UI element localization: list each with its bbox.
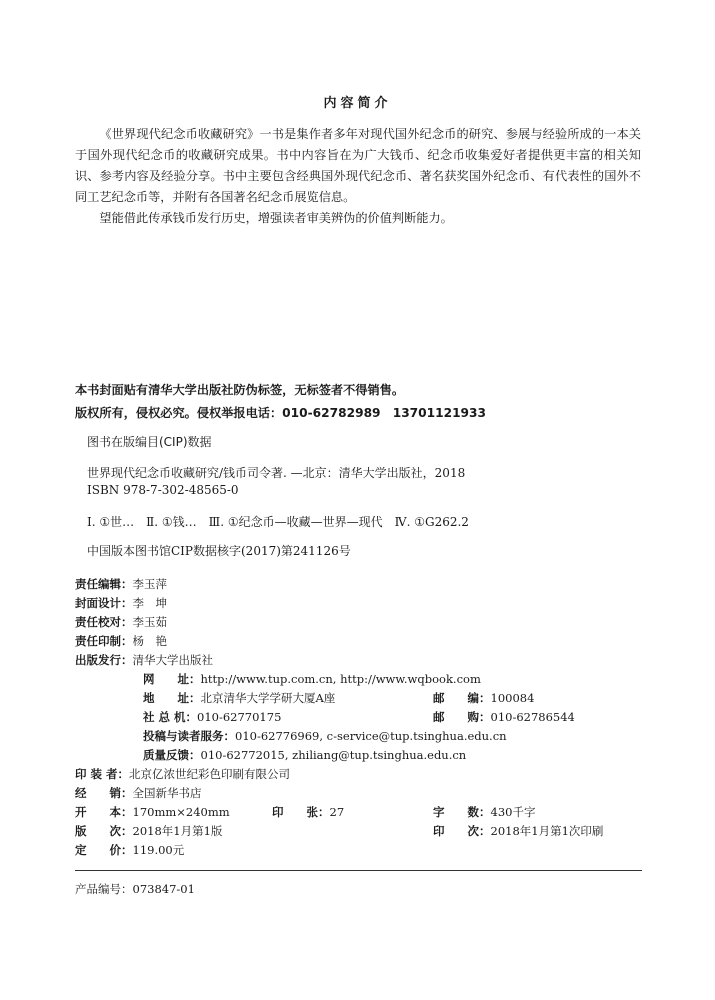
credit-proof-label: 责任校对： [75,615,133,629]
impression-label: 印 次： [433,824,491,838]
credit-cover [75,592,167,611]
publisher-postcode-label: 邮 编： [433,691,491,705]
publisher-mail-order-value: 010-62786544 [490,710,575,724]
credit-proof [75,611,167,630]
publisher-reader-service-value: 010-62776969, c-service@tup.tsinghua.edu.cn [235,729,507,743]
publisher-switchboard-value: 010-62770175 [197,710,282,724]
publisher-quality-feedback-value: 010-62772015, zhiliang@tup.tsinghua.edu.cn [200,748,467,762]
cip-classification: Ⅰ. ①世… Ⅱ. ①钱… Ⅲ. ①纪念币—收藏—世界—现代 Ⅳ. ①G262.2 [87,515,469,529]
publisher-reader-service [143,725,507,744]
publisher-postcode [433,687,534,706]
print-sheets [272,801,344,820]
copyright-notice: 版权所有，侵权必究。侵权举报电话：010-62782989 13701121933 [75,406,486,420]
summary-title: 内容简介 [323,96,392,111]
credit-print-label: 责任印制： [75,634,133,648]
divider [75,870,642,871]
publisher-address-label: 地 址： [143,691,201,705]
printer-value: 北京亿浓世纪彩色印刷有限公司 [129,767,291,781]
book-format-label: 开 本： [75,805,133,819]
credit-editor-value: 李玉萍 [132,577,167,591]
cip-heading: 图书在版编目(CIP)数据 [87,435,212,449]
publisher-quality-feedback [143,744,466,763]
edition-value: 2018年1月第1版 [132,824,223,838]
printer-label: 印 装 者： [75,767,130,781]
impression [433,820,603,839]
summary-body [75,124,641,229]
publisher-mail-order [433,706,575,725]
summary-paragraph-2: 望能借此传承钱币发行历史，增强读者审美辨伪的价值判断能力。 [99,211,453,225]
credit-publisher-label: 出版发行： [75,653,133,667]
distributor-value: 全国新华书店 [132,786,202,800]
credit-publisher-value: 清华大学出版社 [132,653,213,667]
print-sheets-label: 印 张： [272,805,330,819]
price-value: 119.00元 [132,843,185,857]
book-format [75,801,230,820]
edition [75,820,222,839]
publisher-address-value: 北京清华大学学研大厦A座 [200,691,336,705]
credit-editor [75,573,167,592]
product-code-value: 073847-01 [132,882,195,896]
printer [75,763,290,782]
publisher-switchboard [143,706,281,725]
credit-proof-value: 李玉茹 [132,615,167,629]
publisher-address [143,687,335,706]
credit-cover-label: 封面设计： [75,596,133,610]
publisher-website-label: 网 址： [143,672,201,686]
publisher-quality-feedback-label: 质量反馈： [143,748,201,762]
cip-record: 世界现代纪念币收藏研究/钱币司令著. —北京：清华大学出版社，2018 [87,466,466,480]
price [75,839,184,858]
cip-isbn: ISBN 978-7-302-48565-0 [87,483,239,497]
publisher-website [143,668,481,687]
publisher-reader-service-label: 投稿与读者服务： [143,729,235,743]
anti-counterfeit-notice: 本书封面贴有清华大学出版社防伪标签，无标签者不得销售。 [75,383,405,397]
word-count-value: 430千字 [490,805,536,819]
credit-print [75,630,167,649]
credit-print-value: 杨 艳 [132,634,167,648]
credit-editor-label: 责任编辑： [75,577,133,591]
summary-paragraph-1: 《世界现代纪念币收藏研究》一书是集作者多年对现代国外纪念币的研究、参展与经验所成的一本关于国外现代纪念币的收藏研究成果。书中内容旨在为广大钱币、纪念币收集爱好者提供更丰富的相关知识、参考内容及经验分享。书中主要包含经典国外现代纪念币、著名获奖国外纪念币、有代表性的国外不同工艺纪念币等，并附有各国著名纪念币展览信息。 [75,127,641,204]
publisher-switchboard-label: 社 总 机： [143,710,198,724]
publisher-mail-order-label: 邮 购： [433,710,491,724]
credit-publisher [75,649,213,668]
impression-value: 2018年1月第1次印刷 [490,824,604,838]
product-code [75,878,195,897]
product-code-label: 产品编号： [75,882,133,896]
distributor-label: 经 销： [75,786,133,800]
print-sheets-value: 27 [329,805,345,819]
credit-cover-value: 李 坤 [132,596,167,610]
price-label: 定 价： [75,843,133,857]
publisher-postcode-value: 100084 [490,691,535,705]
cip-library-number: 中国版本图书馆CIP数据核字(2017)第241126号 [87,544,351,558]
word-count [433,801,535,820]
publisher-website-value: http://www.tup.com.cn, http://www.wqbook.com [200,672,481,686]
distributor [75,782,202,801]
edition-label: 版 次： [75,824,133,838]
book-format-value: 170mm×240mm [132,805,230,819]
word-count-label: 字 数： [433,805,491,819]
